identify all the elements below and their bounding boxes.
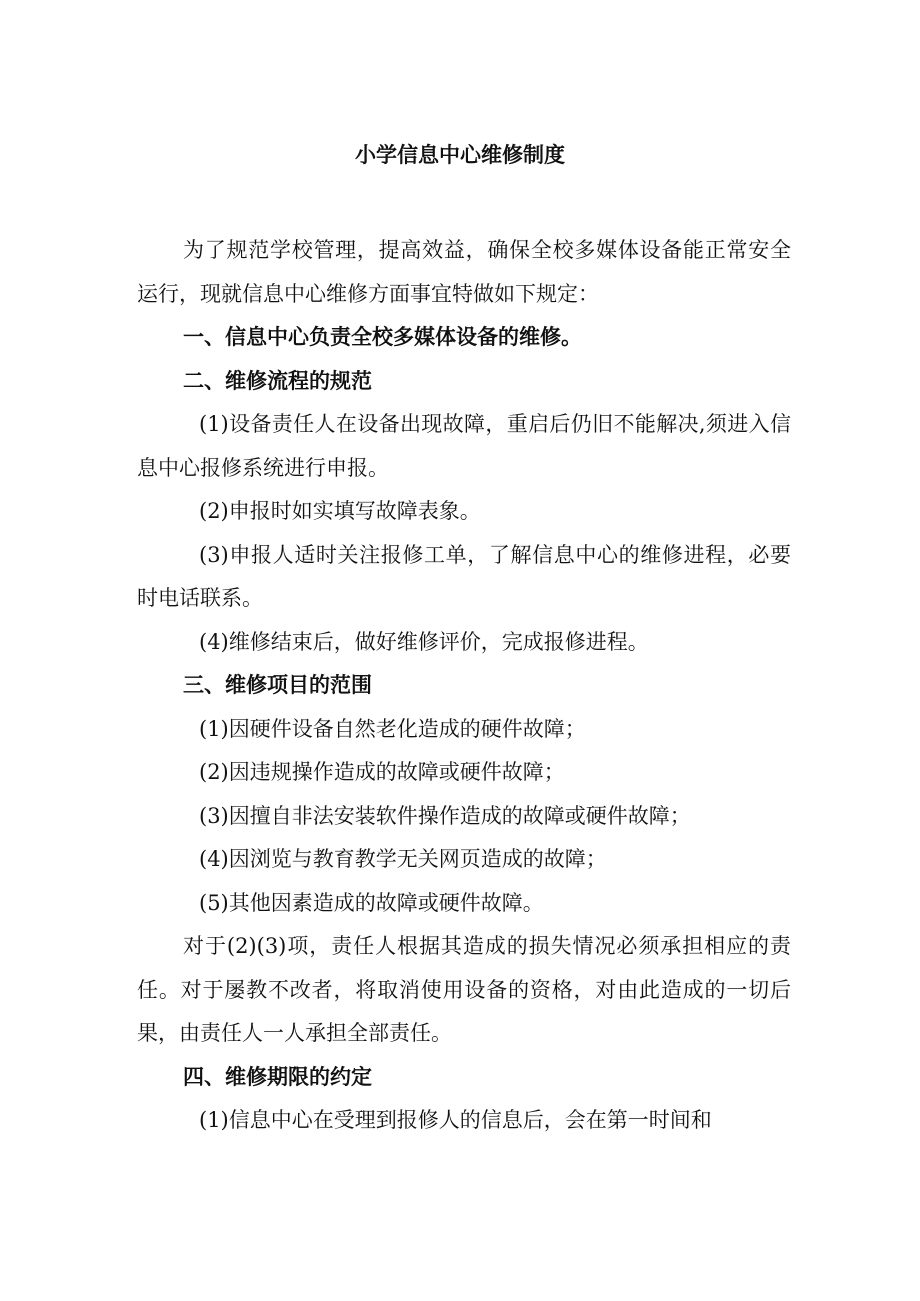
section-two-item-4: (4)维修结束后，做好维修评价，完成报修进程。: [199, 629, 649, 654]
section-three-item-3: (3)因擅自非法安装软件操作造成的故障或硬件故障；: [199, 803, 691, 828]
section-three-item-2: (2)因违规操作造成的故障或硬件故障；: [199, 760, 565, 784]
section-two-heading: 二、维修流程的规范: [183, 368, 372, 393]
section-three-item-5: (5)其他因素造成的故障或硬件故障。: [199, 890, 544, 915]
document-title: 小学信息中心维修制度: [355, 143, 565, 167]
section-two-item-3: (3)申报人适时关注报修工单，了解信息中心的维修进程，必要时电话联系。: [137, 542, 791, 610]
section-three-item-1: (1)因硬件设备自然老化造成的硬件故障；: [199, 716, 586, 741]
section-three-item-4: (4)因浏览与教育教学无关网页造成的故障；: [199, 847, 607, 871]
section-three-heading: 三、维修项目的范围: [183, 673, 372, 697]
section-four-item-1: (1)信息中心在受理到报修人的信息后，会在第一时间和: [199, 1108, 712, 1132]
section-three-note: 对于(2)(3)项，责任人根据其造成的损失情况必须承担相应的责任。对于屡教不改者，将取消使用设备的资格，对由此造成的一切后果，由责任人一人承担全部责任。: [137, 934, 791, 1045]
section-four-heading: 四、维修期限的约定: [183, 1064, 372, 1089]
document-body: [137, 229, 791, 1143]
section-one-heading: 一、信息中心负责全校多媒体设备的维修。: [183, 325, 582, 349]
intro-paragraph: 为了规范学校管理，提高效益，确保全校多媒体设备能正常安全运行，现就信息中心维修方面事宜特做如下规定：: [137, 238, 791, 306]
section-two-item-1: (1)设备责任人在设备出现故障，重启后仍旧不能解决,须进入信息中心报修系统进行申报。: [137, 412, 791, 480]
section-two-item-2: (2)申报时如实填写故障表象。: [199, 499, 481, 523]
